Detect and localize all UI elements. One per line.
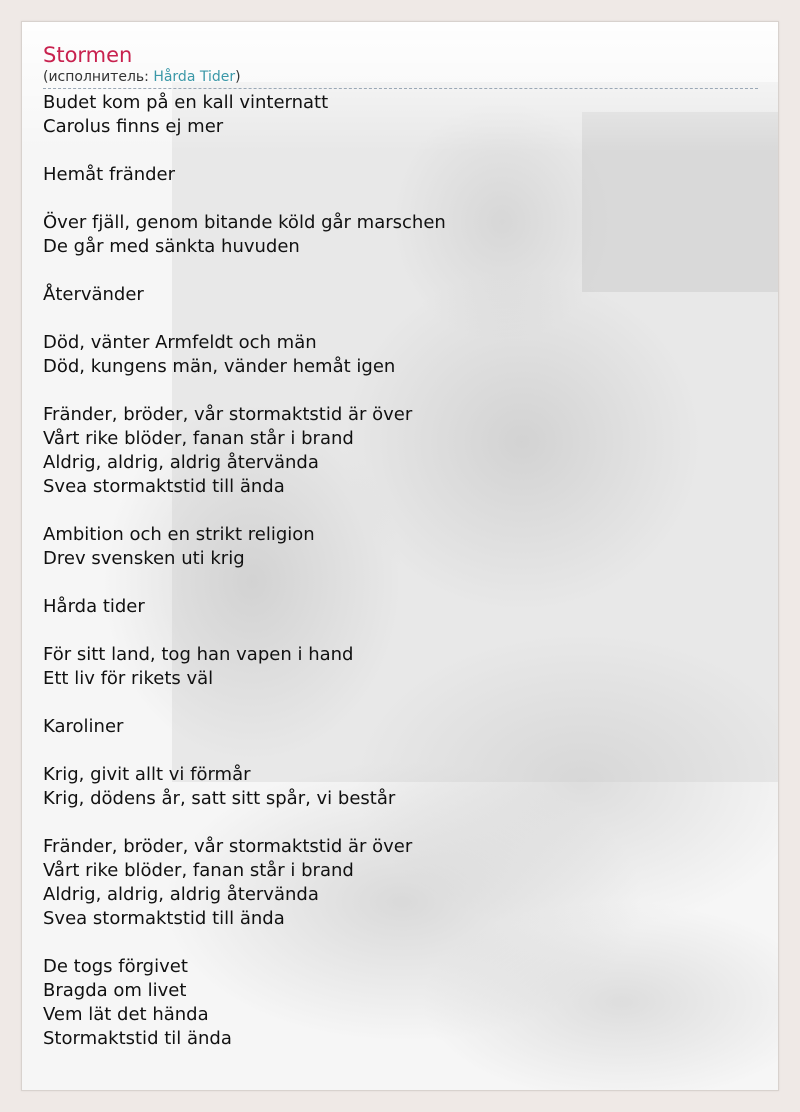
song-title: Stormen [43,43,133,67]
lyric-line: Fränder, bröder, vår stormaktstid är över [43,836,413,857]
lyric-line: Svea stormaktstid till ända [43,908,285,929]
lyric-line: Ambition och en strikt religion [43,524,315,545]
lyric-line: För sitt land, tog han vapen i hand [43,644,354,665]
stanza [43,643,758,691]
lyrics-body [43,91,758,1051]
lyric-line: Död, kungens män, vänder hemåt igen [43,356,396,377]
lyric-line: Hemåt fränder [43,164,176,185]
stanza [43,91,758,139]
lyric-line: Vårt rike blöder, fanan står i brand [43,428,354,449]
lyric-line: Död, vänter Armfeldt och män [43,332,317,353]
artist-link[interactable]: Hårda Tider [153,69,236,85]
lyric-line: De går med sänkta huvuden [43,236,300,257]
lyric-line: Krig, givit allt vi förmår [43,764,251,785]
artist-suffix: ) [235,69,241,85]
stanza [43,283,758,307]
stanza [43,835,758,931]
lyric-line: Svea stormaktstid till ända [43,476,285,497]
stanza [43,211,758,259]
stanza [43,331,758,379]
stanza [43,955,758,1051]
lyric-line: Aldrig, aldrig, aldrig återvända [43,884,319,905]
lyric-line: Stormaktstid til ända [43,1028,232,1049]
artist-line [43,68,758,89]
stanza [43,763,758,811]
lyric-line: Hårda tider [43,596,145,617]
lyric-line: Karoliner [43,716,124,737]
stanza [43,595,758,619]
lyric-line: Krig, dödens år, satt sitt spår, vi består [43,788,396,809]
lyrics-content [22,22,778,1051]
lyric-line: Aldrig, aldrig, aldrig återvända [43,452,319,473]
lyric-line: Drev svensken uti krig [43,548,245,569]
lyric-line: Budet kom på en kall vinternatt [43,92,329,113]
lyric-line: Fränder, bröder, vår stormaktstid är över [43,404,413,425]
lyric-line: Återvänder [43,284,144,305]
lyric-line: Ett liv för rikets väl [43,668,214,689]
lyrics-card [21,21,779,1091]
lyric-line: Över fjäll, genom bitande köld går marschen [43,212,446,233]
lyric-line: Vårt rike blöder, fanan står i brand [43,860,354,881]
lyric-line: Bragda om livet [43,980,187,1001]
stanza [43,523,758,571]
artist-prefix: (исполнитель: [43,69,154,85]
lyric-line: De togs förgivet [43,956,188,977]
lyric-line: Carolus finns ej mer [43,116,224,137]
stanza [43,163,758,187]
stanza [43,403,758,499]
stanza [43,715,758,739]
lyric-line: Vem lät det hända [43,1004,209,1025]
